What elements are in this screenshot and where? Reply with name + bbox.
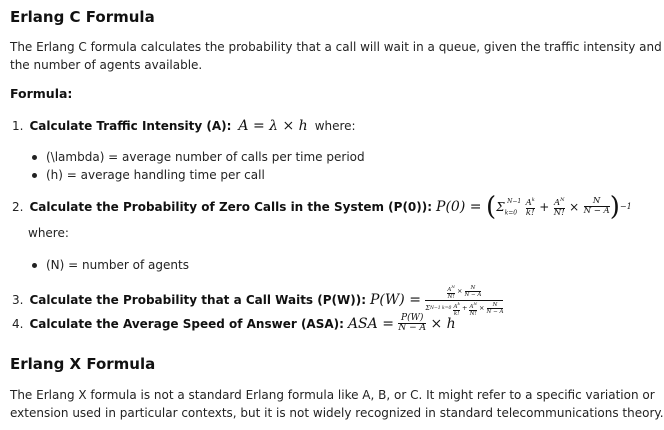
erlang-x-body-line2: extension used in particular contexts, but it is not widely recognized in standard telecommunications theory. xyxy=(10,406,664,420)
step-suffix: where: xyxy=(28,226,69,240)
erlang-x-title: Erlang X Formula xyxy=(10,355,156,373)
step-label: Calculate the Probability of Zero Calls in the System (P(0)): xyxy=(29,199,433,214)
list-item xyxy=(32,258,189,272)
erlang-x-body-line1: The Erlang X formula is not a standard Erlang formula like A, B, or C. It might refer to a specific variation or xyxy=(10,388,655,402)
erlang-c-intro-line2: the number of agents available. xyxy=(10,58,203,72)
bullet-text: (\lambda) = average number of calls per time period xyxy=(46,150,365,164)
step-2 xyxy=(12,191,632,222)
step-label: Calculate Traffic Intensity (A): xyxy=(29,119,232,133)
step-label: Calculate the Average Speed of Answer (ASA): xyxy=(29,316,344,331)
erlang-c-title: Erlang C Formula xyxy=(10,8,155,26)
bullet xyxy=(32,263,37,268)
traffic-intensity-formula: A = λ × h xyxy=(238,118,308,134)
step-number: 3. xyxy=(12,293,24,308)
erlang-c-intro-line1: The Erlang C formula calculates the probability that a call will wait in a queue, given the traffic intensity and xyxy=(10,40,662,54)
list-item xyxy=(32,168,265,182)
step-3 xyxy=(12,284,503,317)
step-label: Calculate the Probability that a Call Waits (P(W)): xyxy=(29,293,367,308)
asa-formula: ASA = $\frac{P(W)}{N - A}$ × h xyxy=(347,313,456,333)
step-suffix: where: xyxy=(314,119,356,133)
formula-heading: Formula: xyxy=(10,86,73,101)
bullet-text: (h) = average handling time per call xyxy=(46,168,265,182)
bullet xyxy=(32,155,37,160)
step-4 xyxy=(12,314,456,333)
pw-formula: P(W) = $\frac{A^N}{N!}$ × $\frac{N}{N - A}$ Σ N−1 k=0 $\frac{A^k}{k!}$ + $\frac{A^N}{N!}$ × $\frac{N}{N - A}$ xyxy=(370,284,504,317)
step-1 xyxy=(12,118,356,134)
step-number: 1. xyxy=(12,119,24,133)
bullet xyxy=(32,173,37,178)
bullet-text: (N) = number of agents xyxy=(46,258,189,272)
step-number: 2. xyxy=(12,199,24,214)
list-item xyxy=(32,150,365,164)
p0-formula: P(0) = ( $\Sigma_{k=0}^{N-1}$ $\frac{A^k}{k!}$ + $\frac{A^N}{N!}$ × $\frac{N}{N - A}$ ) −1 xyxy=(436,191,632,222)
step-number: 4. xyxy=(12,316,24,331)
